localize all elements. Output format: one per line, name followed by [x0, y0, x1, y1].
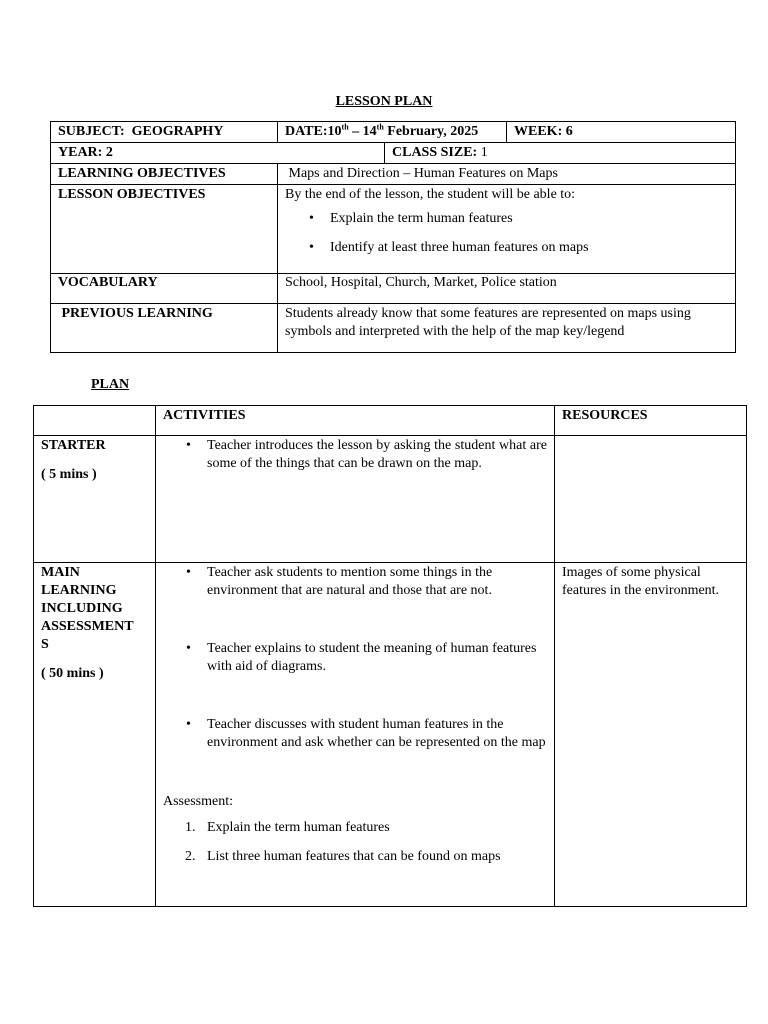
class-size-value: 1 [477, 145, 488, 160]
class-size-cell [385, 143, 736, 164]
main-label-line: LEARNING [41, 583, 117, 598]
main-activities-cell [156, 563, 555, 907]
subject-row [51, 122, 736, 143]
list-item: • Teacher explains to student the meaning of human features with aid of diagrams. [207, 640, 547, 676]
date-start-sup: th [341, 122, 349, 132]
previous-learning-label [51, 304, 278, 353]
assessment-text: Explain the term human features [207, 820, 390, 835]
date-cell [278, 122, 507, 143]
date-start-num: 10 [327, 124, 342, 139]
learning-objectives-row [51, 164, 736, 185]
assessment-number: 2. [185, 849, 196, 864]
assessment-text: List three human features that can be found on maps [207, 849, 501, 864]
date-end-sup: th [376, 122, 384, 132]
main-label-line: INCLUDING [41, 601, 123, 616]
subject-cell [51, 122, 278, 143]
date-end-num: 14 [362, 124, 377, 139]
list-item: • Explain the term human features [330, 210, 728, 228]
main-learning-row [34, 563, 747, 907]
learning-objectives-text: Maps and Direction – Human Features on Maps [288, 166, 558, 181]
date-label: DATE: [285, 124, 328, 139]
plan-heading: PLAN [91, 377, 130, 392]
learning-objectives-value [278, 164, 736, 185]
week-cell [507, 122, 736, 143]
list-item: • Teacher ask students to mention some things in the environment that are natural and those that are not. [207, 564, 547, 600]
lesson-objectives-intro: By the end of the lesson, the student will be able to: [285, 187, 576, 202]
assessment-label: Assessment: [163, 794, 233, 809]
list-item: • Identify at least three human features on maps [330, 239, 728, 257]
starter-row [34, 436, 747, 563]
list-item: • Teacher discusses with student human features in the environment and ask whether can be represented on the map [207, 716, 547, 752]
starter-time: ( 5 mins ) [41, 467, 97, 482]
previous-learning-text: PREVIOUS LEARNING [61, 306, 213, 321]
list-item [185, 819, 547, 837]
list-item [185, 848, 547, 866]
date-rest: February, 2025 [383, 124, 479, 139]
lesson-objectives-row [51, 185, 736, 274]
main-activity-list [163, 564, 547, 752]
vocabulary-label: VOCABULARY [51, 274, 278, 304]
main-label-line: S [41, 637, 49, 652]
year-label: YEAR: 2 [58, 145, 113, 160]
starter-activity-cell [156, 436, 555, 563]
class-size-label: CLASS SIZE: [392, 145, 478, 160]
lesson-header-table [50, 121, 736, 353]
lesson-objectives-list [285, 210, 728, 257]
learning-objectives-label: LEARNING OBJECTIVES [51, 164, 278, 185]
year-cell [51, 143, 385, 164]
list-item: • Teacher introduces the lesson by asking the student what are some of the things that can be drawn on the map. [207, 437, 547, 473]
main-time: ( 50 mins ) [41, 666, 104, 681]
main-label-cell [34, 563, 156, 907]
week-label: WEEK: 6 [514, 124, 573, 139]
subject-label: SUBJECT: [58, 124, 125, 139]
previous-learning-value: Students already know that some features are represented on maps using symbols and interpreted with the help of the map key/legend [278, 304, 736, 353]
previous-learning-row [51, 304, 736, 353]
main-label-line: ASSESSMENT [41, 619, 134, 634]
page-title: LESSON PLAN [335, 94, 433, 109]
date-separator: – [348, 124, 363, 139]
year-row [51, 143, 736, 164]
resources-header: RESOURCES [555, 406, 747, 436]
main-resources-cell: Images of some physical features in the environment. [555, 563, 747, 907]
main-label-line: MAIN [41, 565, 80, 580]
lesson-objectives-label: LESSON OBJECTIVES [51, 185, 278, 274]
plan-header-empty [34, 406, 156, 436]
vocabulary-value: School, Hospital, Church, Market, Police station [278, 274, 736, 304]
subject-value: GEOGRAPHY [131, 124, 224, 139]
starter-activity-list [163, 437, 547, 473]
lesson-objectives-cell [278, 185, 736, 274]
vocabulary-row [51, 274, 736, 304]
plan-table [33, 405, 747, 907]
starter-label: STARTER [41, 438, 106, 453]
activities-header: ACTIVITIES [156, 406, 555, 436]
assessment-list [163, 819, 547, 866]
starter-resources-cell [555, 436, 747, 563]
assessment-number: 1. [185, 820, 196, 835]
plan-header-row [34, 406, 747, 436]
starter-label-cell [34, 436, 156, 563]
